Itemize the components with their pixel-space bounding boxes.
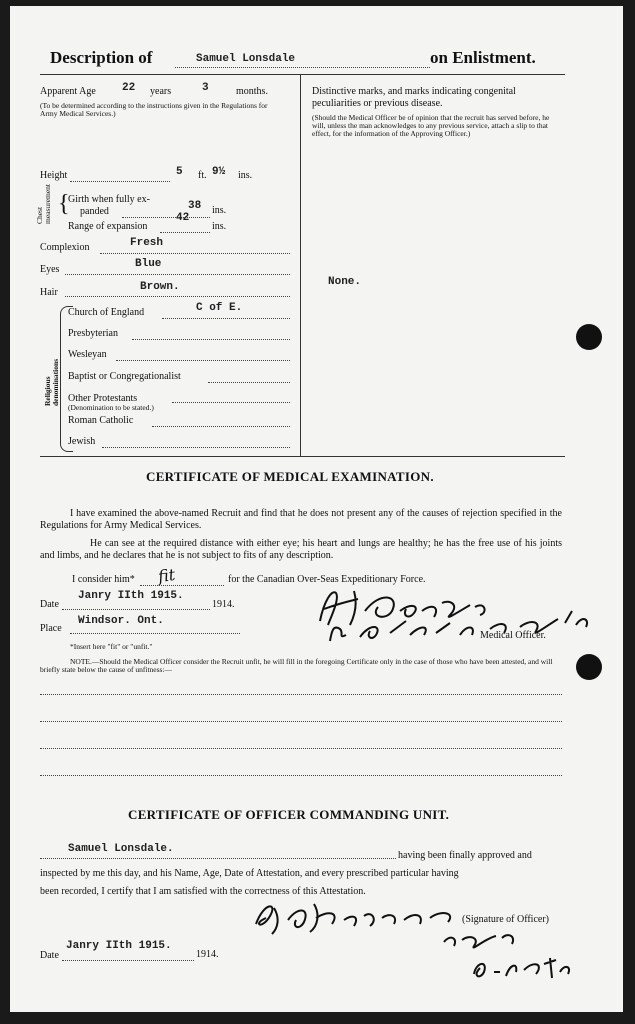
religion-line-2 xyxy=(132,339,290,340)
header-suffix: on Enlistment. xyxy=(430,48,536,67)
marks-label: Distinctive marks, and marks indicating congenital peculiarities or previous disease. xyxy=(312,86,516,109)
header-name-line xyxy=(175,67,430,68)
attestation-form-page xyxy=(10,6,623,1012)
commanding-date-value: Janry IIth 1915. xyxy=(66,940,172,952)
signature-of-officer-label: (Signature of Officer) xyxy=(462,914,550,925)
range-label: Range of expansion xyxy=(68,221,148,232)
religion-wesleyan: Wesleyan xyxy=(68,349,107,360)
age-note: (To be determined according to the instructions given in the Regulations for Army Medical Services.) xyxy=(40,101,268,118)
height-label: Height xyxy=(40,170,68,181)
chest-brace: { xyxy=(58,191,70,217)
height-ft: 5 xyxy=(176,166,183,178)
hair-line xyxy=(65,296,290,297)
marks-note: (Should the Medical Officer be of opinion that the recruit has served before, he will, unless the man acknowledges to any previous service, attach a slip to that effect, for the information of the Approving Officer.) xyxy=(312,113,550,138)
ins-label: ins. xyxy=(238,170,253,181)
medical-officer-signature xyxy=(310,581,600,643)
years-label: years xyxy=(150,86,172,97)
commanding-text-2: inspected by me this day, and his Name, Age, Date of Attestation, and every prescribed particular having xyxy=(40,868,459,879)
hair-value: Brown. xyxy=(140,281,180,293)
religion-line-5 xyxy=(172,402,290,403)
date-line xyxy=(62,609,210,610)
unfit-line-3 xyxy=(40,748,562,749)
insert-note: *Insert here "fit" or "unfit." xyxy=(70,642,153,651)
binder-hole-bottom xyxy=(576,654,602,680)
complexion-label: Complexion xyxy=(40,242,90,253)
header-rule xyxy=(40,74,565,75)
hair-label: Hair xyxy=(40,287,58,298)
marks-value: None. xyxy=(328,276,362,288)
commanding-officer-signature xyxy=(244,894,584,986)
header-name: Samuel Lonsdale xyxy=(196,53,296,65)
months-label: months. xyxy=(236,86,268,97)
eyes-line xyxy=(65,274,290,275)
girth-line xyxy=(122,217,210,218)
place-line xyxy=(70,633,240,634)
section-rule xyxy=(40,456,565,457)
eyes-label: Eyes xyxy=(40,264,60,275)
unfit-line-1 xyxy=(40,694,562,695)
religion-church-of-england: Church of England xyxy=(68,307,145,318)
range-value: 42 xyxy=(176,212,190,224)
religion-baptist: Baptist or Congregationalist xyxy=(68,371,181,382)
header-prefix: Description of xyxy=(50,48,153,67)
religion-line-3 xyxy=(116,360,290,361)
force-label: for the Canadian Over-Seas Expeditionary Force. xyxy=(228,574,426,585)
ft-label: ft. xyxy=(198,170,207,181)
religion-other-protestants: Other Protestants xyxy=(68,393,138,404)
unfit-line-4 xyxy=(40,775,562,776)
place-label: Place xyxy=(40,623,62,634)
girth-label-2: panded xyxy=(80,206,109,217)
age-months: 3 xyxy=(202,82,209,94)
denomination-note: (Denomination to be stated.) xyxy=(68,403,154,412)
date-value: Janry IIth 1915. xyxy=(78,590,184,602)
height-in: 9½ xyxy=(212,166,226,178)
commanding-year-print: 1914. xyxy=(196,949,219,960)
chest-label: Chest measurement xyxy=(35,184,52,224)
unfit-line-2 xyxy=(40,721,562,722)
religious-label: Religious denominations xyxy=(43,358,60,406)
age-years: 22 xyxy=(122,82,136,94)
height-line xyxy=(70,181,170,182)
year-print: 1914. xyxy=(212,599,235,610)
religion-line-4 xyxy=(208,382,290,383)
medical-title: CERTIFICATE OF MEDICAL EXAMINATION. xyxy=(146,469,434,484)
age-label: Apparent Age xyxy=(40,86,96,97)
range-line xyxy=(160,232,210,233)
consider-value: fit xyxy=(156,564,177,587)
religion-line-7 xyxy=(102,447,290,448)
medical-officer-label: Medical Officer. xyxy=(480,630,546,641)
medical-para-1: I have examined the above-named Recruit and find that he does not present any of the causes of rejection specified in the Regulations for Army Medical Services. xyxy=(40,508,562,531)
medical-para-2: He can see at the required distance with either eye; his heart and lungs are healthy; he has the free use of his joints and limbs, and he declares that he is not subject to fits of any description. xyxy=(40,538,562,561)
commanding-date-label: Date xyxy=(40,950,59,961)
eyes-value: Blue xyxy=(135,258,162,270)
girth-label-1: Girth when fully ex- xyxy=(68,194,150,205)
column-divider xyxy=(300,74,301,456)
religion-line-1 xyxy=(162,318,290,319)
consider-line xyxy=(140,585,224,586)
religion-roman-catholic: Roman Catholic xyxy=(68,415,134,426)
place-value: Windsor. Ont. xyxy=(78,615,164,627)
complexion-line xyxy=(100,253,290,254)
commanding-name-value: Samuel Lonsdale. xyxy=(68,843,174,855)
commanding-name-line xyxy=(40,858,396,859)
range-ins: ins. xyxy=(212,221,227,232)
religion-line-6 xyxy=(152,426,290,427)
commanding-date-line xyxy=(62,960,194,961)
unfit-note: NOTE.—Should the Medical Officer consider the Recruit unfit, he will fill in the foregoing Certificate only in the case of those who have been attested, and will briefly state below the cause of unfitness:— xyxy=(40,657,553,674)
date-label: Date xyxy=(40,599,59,610)
religion-jewish: Jewish xyxy=(68,436,96,447)
binder-hole-top xyxy=(576,324,602,350)
girth-ins: ins. xyxy=(212,205,227,216)
girth-value: 38 xyxy=(188,200,202,212)
commanding-text-3: been recorded, I certify that I am satisfied with the correctness of this Attestation. xyxy=(40,886,366,897)
religion-presbyterian: Presbyterian xyxy=(68,328,118,339)
commanding-title: CERTIFICATE OF OFFICER COMMANDING UNIT. xyxy=(128,807,450,822)
consider-label: I consider him* xyxy=(72,574,135,585)
religion-value: C of E. xyxy=(196,302,243,314)
commanding-text-1: having been finally approved and xyxy=(398,850,532,861)
complexion-value: Fresh xyxy=(130,237,164,249)
